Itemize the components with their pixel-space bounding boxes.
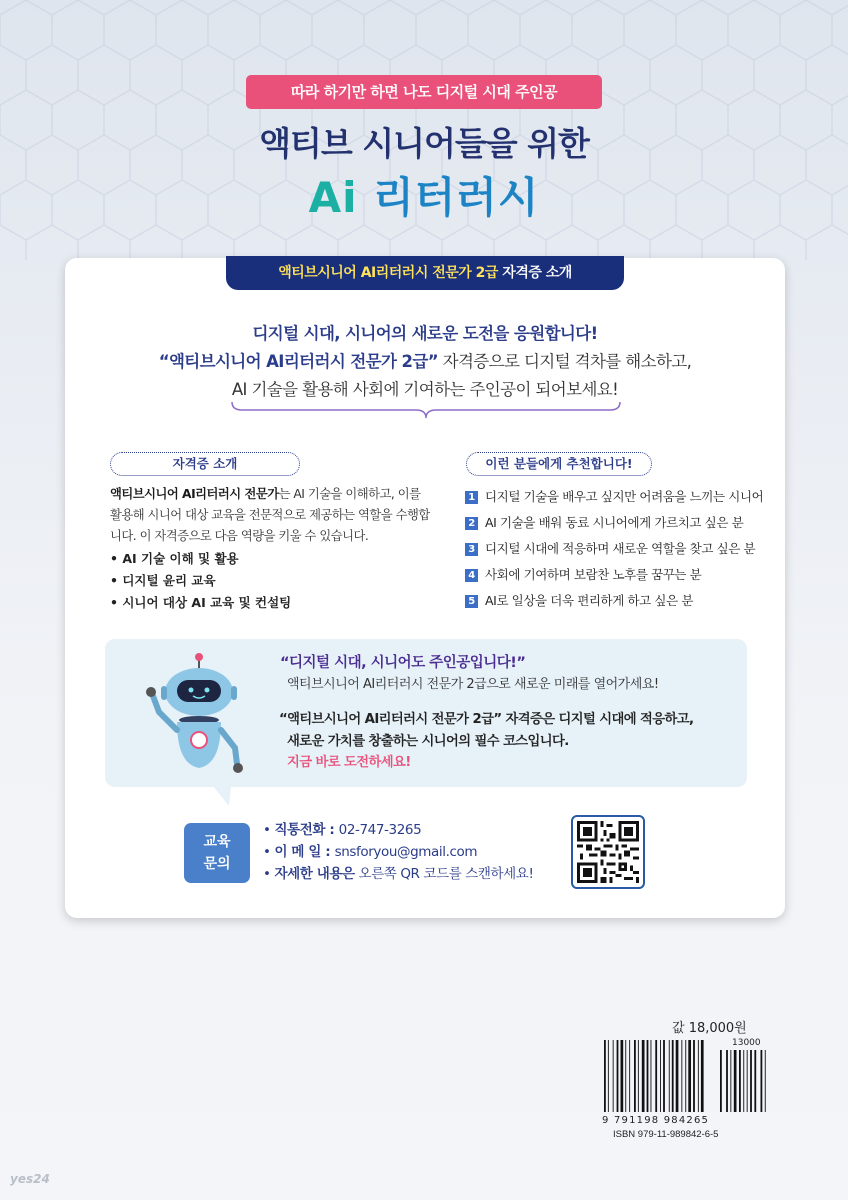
barcode-bar [685,1040,686,1112]
barcode-bar [754,1050,756,1112]
contact-list [263,819,603,885]
barcode-bar [743,1050,744,1112]
list-item [465,562,765,588]
barcode-bar [669,1040,670,1112]
barcode-bar [663,1040,665,1112]
quote-subline: 액티브시니어 AI리터러시 전문가 2급으로 새로운 미래를 열어가세요! [287,677,659,692]
barcode-bar [726,1050,728,1112]
quote-headline: “디지털 시대, 시니어도 주인공입니다!” [280,655,526,671]
card-badge [226,256,624,290]
barcode-bar [617,1040,619,1112]
barcode-bar [672,1040,674,1112]
barcode-bar [638,1040,639,1112]
barcode-bar [629,1040,630,1112]
quote-call-to-action: 지금 바로 도전하세요! [287,755,411,770]
barcode-bar [608,1040,609,1112]
list-item [465,510,765,536]
sub-title-rest: 리터러시 [357,173,540,222]
sub-title-ai: Ai [308,173,358,222]
list-item [465,588,765,614]
barcode-bar [747,1050,748,1112]
number-badge: 1 [465,491,478,504]
barcode-bar [655,1040,657,1112]
card-badge-highlight: 액티브시니어 AI리터러시 전문가 2급 [278,265,498,281]
intro-text [65,320,785,404]
list-item [465,536,765,562]
intro-line-2 [65,348,785,376]
info-card [65,258,785,918]
barcode-bar [730,1050,731,1112]
qr-hint-rest: 오른쪽 QR 코드를 스캔하세요! [354,866,534,882]
watermark-logo: yes24 [10,1172,50,1186]
list-item [465,484,765,510]
intro-brace-line [230,400,622,420]
contact-qr-hint [263,863,603,885]
isbn-digits: 9 791198 984265 [602,1115,710,1126]
barcode-bar [604,1040,606,1112]
barcode-bar [676,1040,679,1112]
sub-title [0,165,848,225]
competency-list [110,548,430,614]
description-rest: 는 AI 기술을 이해하고, 이를 활용해 시니어 대상 교육을 전문적으로 제공하는 역할을 수행합니다. 이 자격증으로 다음 역량을 키울 수 있습니다. [110,487,430,543]
list-item: • AI 기술 이해 및 활용 [110,548,430,570]
barcode-bar [681,1040,682,1112]
phone-number[interactable]: 02-747-3265 [338,822,422,838]
contact-email [263,841,603,863]
number-badge: 2 [465,517,478,530]
certificate-description [110,484,430,547]
intro-line-3: AI 기술을 활용해 사회에 기여하는 주인공이 되어보세요! [231,380,619,399]
intro-line-2-rest: 자격증으로 디지털 격차를 해소하고, [437,352,692,371]
number-badge: 4 [465,569,478,582]
description-bold: 액티브시니어 AI리터러시 전문가 [110,487,279,501]
list-item-text: 디지털 기술을 배우고 싶지만 어려움을 느끼는 시니어 [485,489,764,504]
main-title: 액티브 시니어들을 위한 [259,124,589,163]
list-item-text: 디지털 시대에 적응하며 새로운 역할을 찾고 싶은 분 [485,541,756,556]
list-item-text: AI 기술을 배워 동료 시니어에게 가르치고 싶은 분 [485,515,744,530]
pill-recommend: 이런 분들에게 추천합니다! [466,452,652,476]
barcode-bar [647,1040,649,1112]
list-item: • 디지털 윤리 교육 [110,570,430,592]
list-item-text: 사회에 기여하며 보람찬 노후를 꿈꾸는 분 [485,567,702,582]
barcode-bar [625,1040,626,1112]
barcode-bar [750,1050,752,1112]
isbn-text: ISBN 979-11-989842-6-5 [613,1129,719,1140]
intro-line-1: 디지털 시대, 시니어의 새로운 도전을 응원합니다! [252,324,598,343]
number-badge: 5 [465,595,478,608]
qr-hint-bold: 자세한 내용은 [274,866,355,882]
addon-code: 13000 [732,1038,761,1048]
barcode-bar [701,1040,704,1112]
phone-label: 직통전화 : [274,822,339,838]
barcode-bar [642,1040,645,1112]
quote-body-line-2: 새로운 가치를 창출하는 시니어의 필수 코스입니다. [287,734,569,749]
card-badge-rest: 자격증 소개 [497,265,572,281]
barcode-bar [698,1040,699,1112]
barcode-bar [613,1040,614,1112]
list-item: • 시니어 대상 AI 교육 및 컨설팅 [110,592,430,614]
header-badge: 따라 하기만 하면 나도 디지털 시대 주인공 [246,75,602,109]
robot-icon [137,652,257,782]
intro-line-2-bold: “액티브시니어 AI리터러시 전문가 2급” [158,352,438,371]
barcode-bar [761,1050,763,1112]
barcode-bar [693,1040,695,1112]
contact-phone [263,819,603,841]
list-item-text: AI로 일상을 더욱 편리하게 하고 싶은 분 [485,593,694,608]
price-label: 값 18,000원 [672,1021,747,1036]
barcode-bar [660,1040,661,1112]
edu-line-1: 교육 [203,834,231,850]
qr-code-icon [577,821,639,883]
barcode-bar [720,1050,722,1112]
quote-body-line-1: “액티브시니어 AI리터러시 전문가 2급” 자격증은 디지털 시대에 적응하고, [279,712,694,727]
quote-tail [213,786,231,806]
number-badge: 3 [465,543,478,556]
barcode-bar [621,1040,624,1112]
barcode-bar [765,1050,766,1112]
barcode-bar [688,1040,691,1112]
pill-certificate-intro: 자격증 소개 [110,452,300,476]
email-label: 이 메 일 : [274,844,335,860]
recommend-list [465,484,765,614]
edu-line-2: 문의 [203,856,231,872]
barcode-bar [739,1050,741,1112]
barcode-bar [734,1050,737,1112]
email-address[interactable]: snsforyou@gmail.com [334,844,478,860]
barcode-bar [634,1040,636,1112]
education-inquiry-badge [184,823,250,883]
barcode-bar [651,1040,652,1112]
qr-code[interactable] [571,815,645,889]
